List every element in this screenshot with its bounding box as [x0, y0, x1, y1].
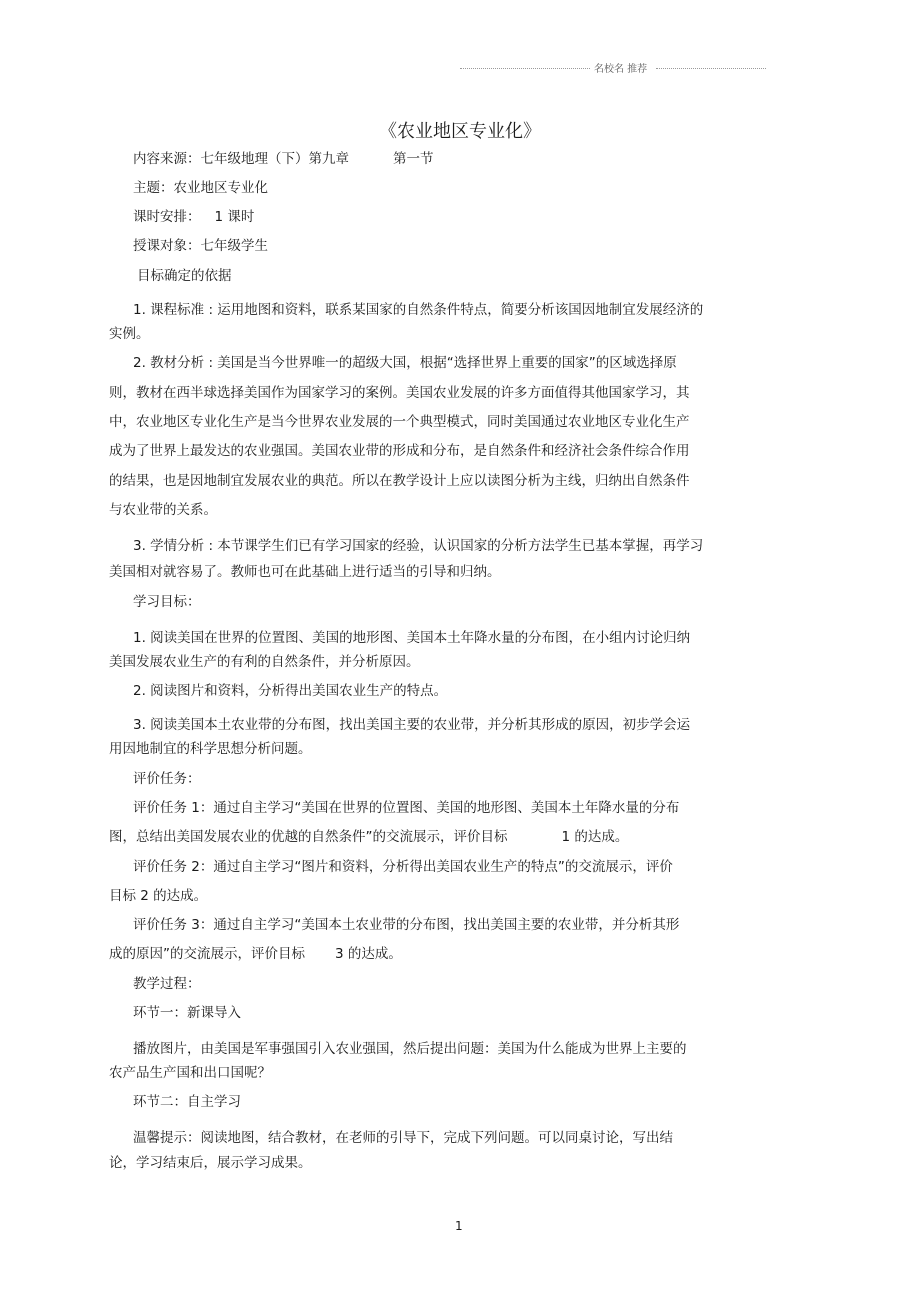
basis-learner-line-1: 3. 学情分析 : 本节课学生们已有学习国家的经验，认识国家的分析方法学生已基本掌握，再学习	[133, 538, 704, 554]
task-2-line-1: 评价任务 2：通过自主学习“图片和资料，分析得出美国农业生产的特点”的交流展示，评价	[133, 859, 673, 875]
task-3-line-2	[109, 945, 402, 963]
page-header	[460, 60, 766, 76]
audience-line: 授课对象：七年级学生	[133, 238, 268, 254]
content-source-label: 内容来源：七年级地理（下）第九章	[133, 151, 349, 167]
basis-curriculum-line-2: 实例。	[109, 326, 150, 342]
task-3-target: 3 的达成。	[335, 946, 402, 962]
task-1-line-2-text: 图，总结出美国发展农业的优越的自然条件”的交流展示，评价目标	[109, 829, 508, 845]
process-heading: 教学过程：	[133, 976, 201, 992]
step-1-line-1: 播放图片，由美国是军事强国引入农业强国，然后提出问题：美国为什么能成为世界上主要的	[133, 1041, 687, 1057]
schedule-line	[133, 208, 254, 226]
step-2-line-1: 温馨提示：阅读地图，结合教材，在老师的引导下，完成下列问题。可以同桌讨论，写出结	[133, 1130, 673, 1146]
goal-2: 2. 阅读图片和资料，分析得出美国农业生产的特点。	[133, 683, 448, 699]
task-1-target: 1 的达成。	[561, 829, 629, 845]
basis-curriculum-line-1: 1. 课程标准 : 运用地图和资料，联系某国家的自然条件特点，简要分析该国因地制宜发展经济的	[133, 302, 704, 318]
content-source-section: 第一节	[393, 151, 434, 167]
goal-1-line-2: 美国发展农业生产的有利的自然条件，并分析原因。	[109, 654, 420, 670]
task-3-line-1: 评价任务 3：通过自主学习“美国本土农业带的分布图，找出美国主要的农业带，并分析其形	[133, 917, 680, 933]
content-source	[133, 150, 434, 168]
goals-heading: 学习目标：	[133, 594, 201, 610]
header-rule-right	[656, 68, 766, 69]
goal-3-line-1: 3. 阅读美国本土农业带的分布图，找出美国主要的农业带，并分析其形成的原因，初步学会运	[133, 717, 691, 733]
task-1-line-2	[109, 828, 628, 846]
goal-3-line-2: 用因地制宜的科学思想分析问题。	[109, 741, 312, 757]
schedule-label: 课时安排：	[133, 209, 201, 225]
basis-textbook-line-6: 与农业带的关系。	[109, 502, 217, 518]
task-3-line-2-text: 成的原因”的交流展示，评价目标	[109, 946, 305, 962]
document-title: 《农业地区专业化》	[379, 121, 541, 142]
task-2-line-2: 目标 2 的达成。	[109, 888, 208, 904]
step-2-heading: 环节二：自主学习	[133, 1094, 241, 1110]
topic-line: 主题：农业地区专业化	[133, 180, 268, 196]
step-1-line-2: 农产品生产国和出口国呢？	[109, 1065, 271, 1081]
basis-textbook-line-5: 的结果，也是因地制宜发展农业的典范。所以在教学设计上应以读图分析为主线，归纳出自然条件	[109, 473, 690, 489]
basis-textbook-line-3: 中，农业地区专业化生产是当今世界农业发展的一个典型模式，同时美国通过农业地区专业化生产	[109, 414, 690, 430]
goal-1-line-1: 1. 阅读美国在世界的位置图、美国的地形图、美国本土年降水量的分布图，在小组内讨论归纳	[133, 630, 691, 646]
header-text: 名校名 推荐	[594, 64, 648, 75]
task-1-line-1: 评价任务 1：通过自主学习“美国在世界的位置图、美国的地形图、美国本土年降水量的分布	[133, 800, 680, 816]
step-2-line-2: 论，学习结束后，展示学习成果。	[109, 1155, 312, 1171]
schedule-value: 1 课时	[214, 209, 255, 225]
basis-heading: 目标确定的依据	[137, 268, 232, 284]
basis-textbook-line-1: 2. 教材分析 : 美国是当今世界唯一的超级大国，根据“选择世界上重要的国家”的区域选择原	[133, 355, 677, 371]
basis-textbook-line-2: 则，教材在西半球选择美国作为国家学习的案例。美国农业发展的许多方面值得其他国家学习，其	[109, 385, 690, 401]
basis-textbook-line-4: 成为了世界上最发达的农业强国。美国农业带的形成和分布，是自然条件和经济社会条件综合作用	[109, 443, 690, 459]
basis-learner-line-2: 美国相对就容易了。教师也可在此基础上进行适当的引导和归纳。	[109, 564, 501, 580]
header-rule-left	[460, 68, 590, 69]
page-number: 1	[455, 1219, 463, 1233]
tasks-heading: 评价任务：	[133, 771, 201, 787]
step-1-heading: 环节一：新课导入	[133, 1005, 241, 1021]
